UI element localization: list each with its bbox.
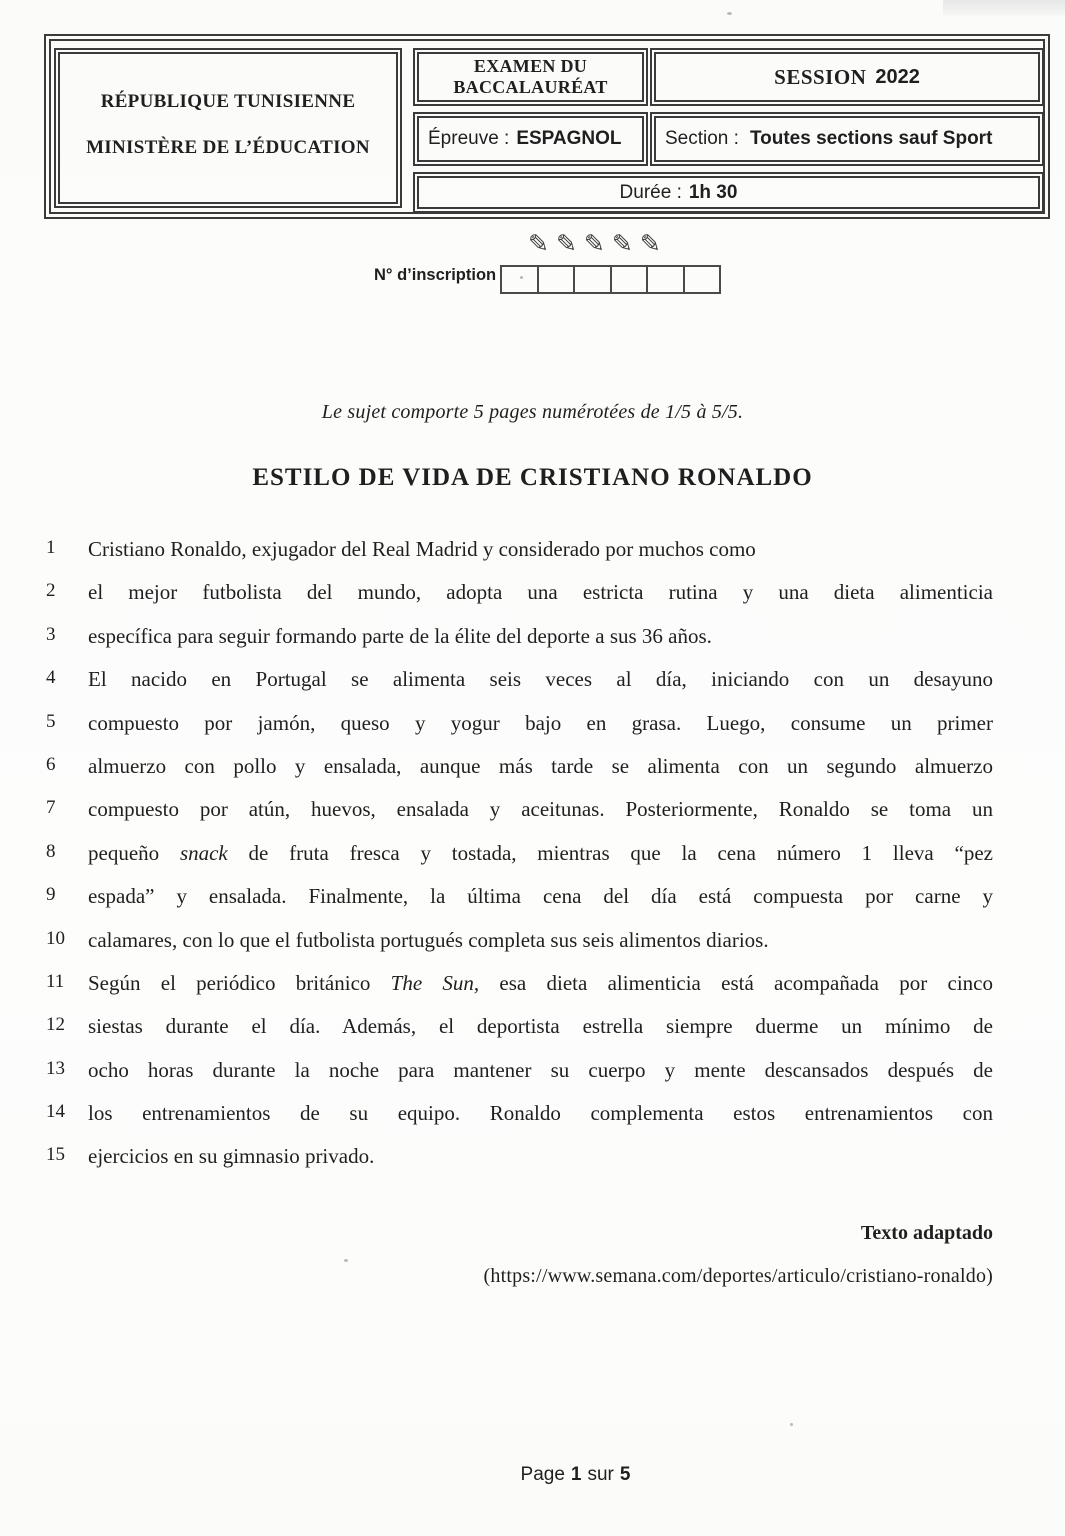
line-number: 15 (46, 1144, 65, 1166)
session-year: 2022 (875, 65, 920, 88)
republic-label: RÉPUBLIQUE TUNISIENNE (100, 91, 356, 112)
text-line-2 (0, 580, 1065, 623)
text-line-1 (0, 537, 1065, 580)
line-number: 3 (46, 623, 56, 645)
line-text: pequeño snack de fruta fresca y tostada, mientras que la cena número 1 lleva “pez (88, 840, 993, 865)
line-number: 4 (46, 667, 56, 689)
text-line-14 (0, 1101, 1065, 1144)
line-number: 10 (46, 927, 65, 949)
inscription-number-grid (500, 265, 721, 294)
pages-note: Le sujet comporte 5 pages numérotées de 1/5 à 5/5. (321, 401, 744, 423)
line-text: Según el periódico británico The Sun, esa dieta alimenticia está acompañada por cinco (88, 970, 993, 995)
inscription-cell (648, 267, 685, 292)
duree-value: 1h 30 (688, 181, 738, 203)
exam-title-box (413, 48, 648, 106)
line-text: ejercicios en su gimnasio privado. (88, 1144, 375, 1169)
adapted-note: Texto adaptado (860, 1222, 993, 1244)
footer-total-pages: 5 (619, 1464, 631, 1485)
text-line-7 (0, 797, 1065, 840)
scan-speck (790, 1423, 793, 1426)
session-box (650, 48, 1044, 106)
line-number: 13 (46, 1057, 65, 1079)
text-line-15 (0, 1144, 1065, 1187)
line-number: 5 (46, 710, 56, 732)
duree-label: Durée : (619, 181, 682, 203)
article-text-block (0, 537, 1065, 1188)
pencil-icon: ✎ (611, 229, 640, 258)
line-number: 14 (46, 1101, 65, 1123)
scan-speck (344, 1259, 348, 1262)
line-text: siestas durante el día. Además, el deportista estrella siempre duerme un mínimo de (88, 1014, 993, 1039)
article-title: ESTILO DE VIDA DE CRISTIANO RONALDO (252, 464, 813, 491)
text-line-8 (0, 841, 1065, 884)
inscription-cell (502, 267, 539, 292)
source-url: (https://www.semana.com/deportes/articulo/cristiano-ronaldo) (483, 1265, 993, 1287)
inscription-cell (612, 267, 649, 292)
ministry-box (54, 48, 402, 208)
epreuve-label: Épreuve : (428, 128, 510, 149)
line-text: compuesto por jamón, queso y yogur bajo en grasa. Luego, consume un primer (88, 710, 993, 735)
line-text: almuerzo con pollo y ensalada, aunque más tarde se alimenta con un segundo almuerzo (88, 753, 993, 778)
line-number: 6 (46, 753, 56, 775)
line-number: 8 (46, 840, 56, 862)
line-text: El nacido en Portugal se alimenta seis veces al día, iniciando con un desayuno (88, 667, 993, 692)
duree-box (413, 172, 1044, 213)
epreuve-box (413, 112, 648, 166)
pencil-icon: ✎ (528, 229, 556, 258)
line-number: 9 (46, 884, 56, 906)
footer-page-number: 1 (570, 1464, 582, 1485)
line-number: 11 (46, 970, 65, 992)
inscription-cell (575, 267, 612, 292)
inscription-label: N° d’inscription (374, 266, 497, 284)
text-line-13 (0, 1058, 1065, 1101)
footer-page-word: Page (520, 1464, 565, 1485)
scan-artifact-corner (943, 0, 1065, 17)
exam-title-line1: EXAMEN DU (473, 56, 588, 76)
line-text: específica para seguir formando parte de la élite del deporte a sus 36 años. (88, 623, 712, 648)
section-box (650, 112, 1044, 166)
inscription-cell (539, 267, 576, 292)
line-number: 2 (46, 580, 56, 602)
text-line-6 (0, 754, 1065, 797)
line-number: 1 (46, 537, 56, 558)
text-line-10 (0, 928, 1065, 971)
footer-sur-word: sur (587, 1464, 614, 1485)
pencil-icon: ✎ (639, 229, 668, 258)
page-footer (518, 1464, 634, 1486)
session-label: SESSION (774, 64, 867, 89)
pencil-icon: ✎ (555, 229, 584, 258)
text-line-9 (0, 884, 1065, 927)
line-text: Cristiano Ronaldo, exjugador del Real Madrid y considerado por muchos como (88, 537, 756, 561)
epreuve-value: ESPAGNOL (516, 128, 622, 149)
text-line-11 (0, 971, 1065, 1014)
line-number: 7 (46, 797, 56, 819)
exam-title-line2: BACCALAURÉAT (453, 77, 608, 97)
line-text: el mejor futbolista del mundo, adopta una estricta rutina y una dieta alimenticia (88, 580, 993, 605)
text-line-4 (0, 667, 1065, 710)
pencil-icons-row (528, 229, 668, 258)
text-line-3 (0, 624, 1065, 667)
line-text: compuesto por atún, huevos, ensalada y aceitunas. Posteriormente, Ronaldo se toma un (88, 797, 993, 822)
pencil-icon: ✎ (583, 229, 612, 258)
line-text: espada” y ensalada. Finalmente, la última cena del día está compuesta por carne y (88, 884, 993, 909)
line-text: calamares, con lo que el futbolista portugués completa sus seis alimentos diarios. (88, 927, 769, 952)
line-text: los entrenamientos de su equipo. Ronaldo complementa estos entrenamientos con (88, 1101, 993, 1126)
section-value: Toutes sections sauf Sport (749, 128, 993, 149)
text-line-12 (0, 1014, 1065, 1057)
line-text: ocho horas durante la noche para mantener su cuerpo y mente descansados después de (88, 1057, 993, 1082)
ministry-label: MINISTÈRE DE L’ÉDUCATION (86, 137, 370, 158)
scan-speck (727, 12, 732, 15)
text-line-5 (0, 711, 1065, 754)
line-number: 12 (46, 1014, 65, 1036)
inscription-cell (685, 267, 720, 292)
section-label: Section : (665, 128, 739, 149)
